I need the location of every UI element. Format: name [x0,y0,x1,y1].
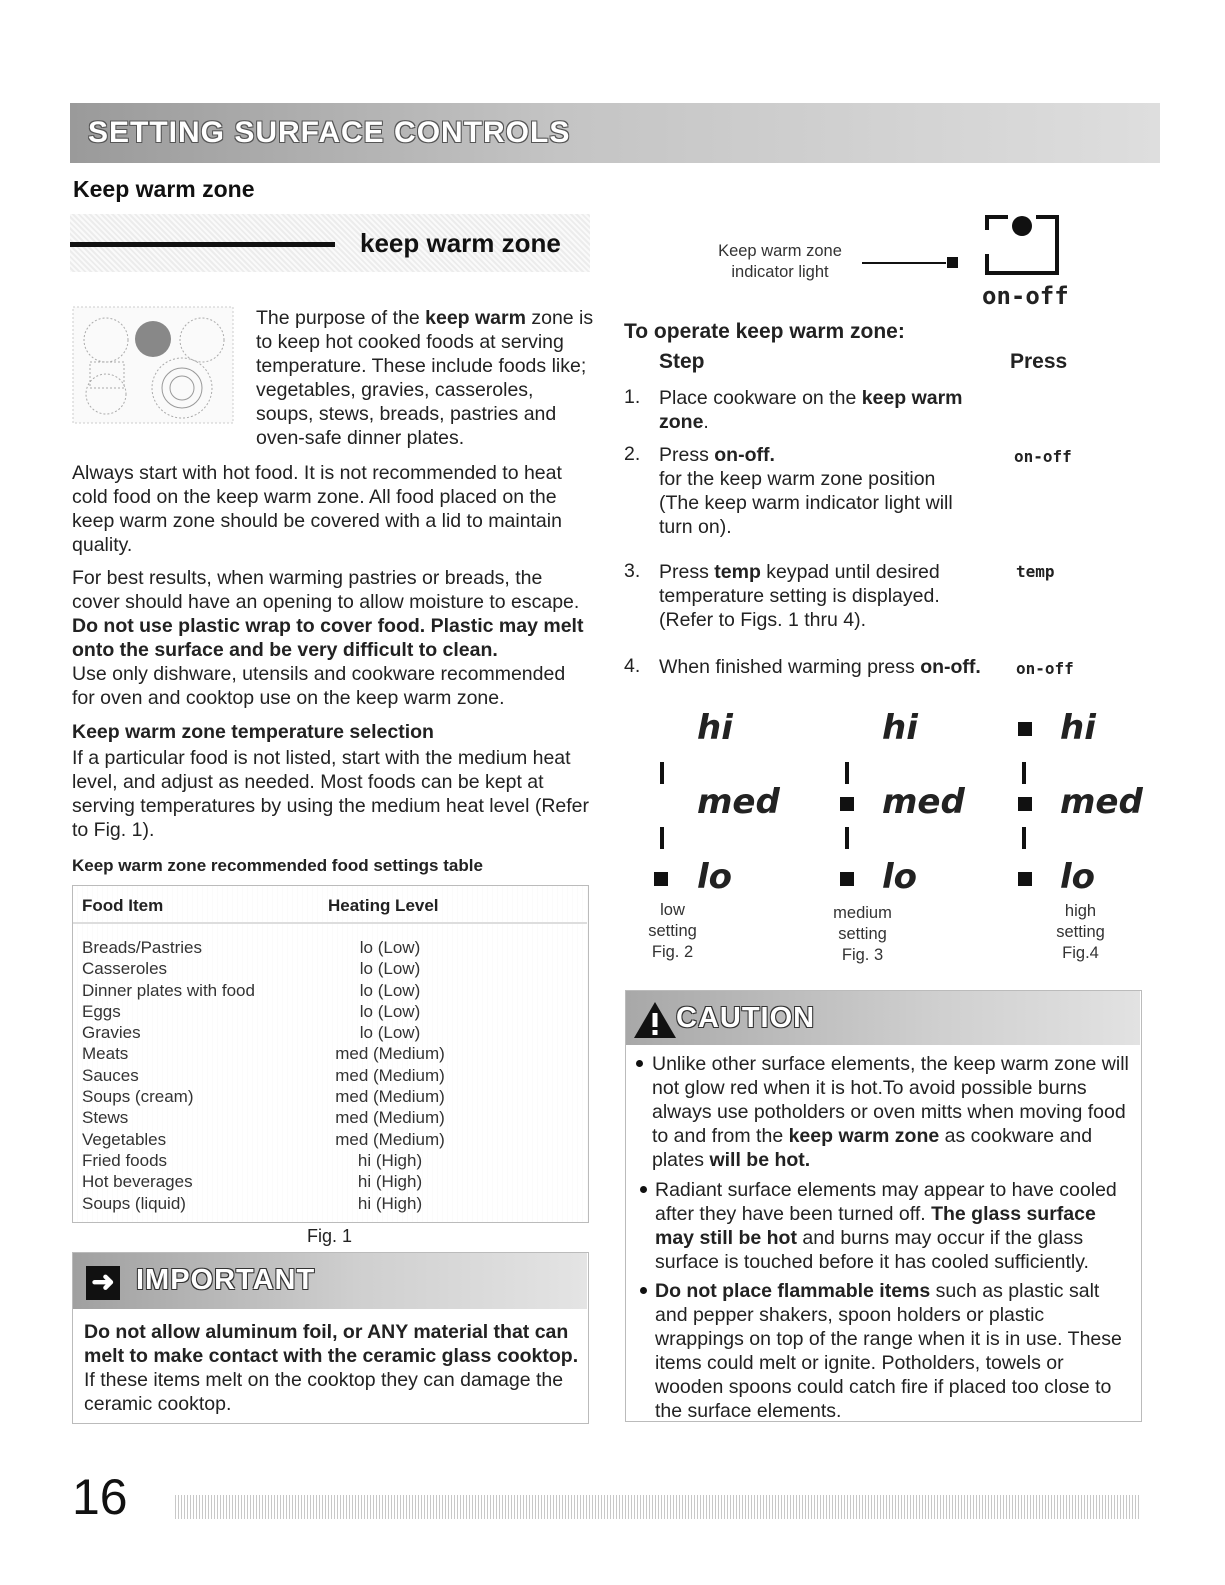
step-1-text: Place cookware on the keep warm zone. [659,387,963,433]
table-cell-food: Hot beverages [82,1172,193,1192]
temp-selection-heading: Keep warm zone temperature selection [72,721,434,743]
indicator-label: Keep warm zone indicator light [718,242,842,281]
table-cell-level: lo (Low) [359,980,421,1000]
fig3-hi-label: hi [882,708,918,748]
paragraph-best-results: For best results, when warming pastries or breads, the cover should have an opening to allow moisture to escape. Do not use plastic wrap to cover food. Plastic may melt onto the surface and be very difficult to clean. Use only dishware, utensils and cookware recommended for oven and cooktop use on the keep warm zone. [72,567,584,709]
step-number: 2. [624,443,641,465]
important-title: IMPORTANT [136,1264,316,1296]
fig3-med-indicator [840,797,854,811]
table-header-rule [73,922,587,924]
keep-warm-banner-text: keep warm zone [360,228,561,258]
caution-bullet-1: Unlike other surface elements, the keep warm zone will not glow red when it is hot.To avoid possible burns always use potholders or oven mitts when moving food to and from the keep warm zone as cookware and plates will be hot. [652,1053,1129,1171]
table-cell-level: med (Medium) [335,1108,445,1128]
step-3-text: Press temp keypad until desired temperature setting is displayed. (Refer to Figs. 1 thru 4). [659,561,940,631]
caution-title: CAUTION [676,1002,816,1034]
caution-bullet-2: Radiant surface elements may appear to have cooled after they have been turned off. The glass surface may still be hot and burns may occur if the glass surface is touched before it has cooled sufficiently. [655,1179,1117,1273]
bullet-icon [636,1060,643,1067]
table-cell-food: Casseroles [82,959,168,979]
table-cell-food: Eggs [82,1001,121,1021]
fig4-med-indicator [1018,797,1032,811]
on-off-key-icon[interactable] [984,214,1060,276]
table-cell-level: med (Medium) [335,1129,445,1149]
fig4-lo-indicator [1018,872,1032,886]
fig2-lo-indicator [654,872,668,886]
fig4-med-label: med [1060,782,1143,822]
fig3-med-label: med [882,782,965,822]
bullet-icon [640,1287,647,1294]
step-column-header: Step [659,350,705,373]
fig2-hi-label: hi [697,708,733,748]
arrow-icon: ➜ [86,1266,120,1300]
on-off-key-label[interactable]: on-off [982,282,1069,310]
table-cell-level: lo (Low) [359,938,421,957]
table-cell-level: med (Medium) [335,1065,445,1085]
press-column-header: Press [1010,350,1068,373]
table-cell-food: Fried foods [82,1150,168,1170]
caution-bullet-3: Do not place flammable items such as plastic salt and pepper shakers, spoon holders or plastic wrappings on top of the range when it is in use. These items could melt or ignite. Potholders, towels or wooden spoons could catch fire if placed too close to the surface elements. [655,1280,1122,1422]
fig3-lo-label: lo [882,857,918,897]
page-title: SETTING SURFACE CONTROLS [88,116,571,149]
indicator-light-icon [947,257,958,268]
fig2-caption: low setting Fig. 2 [648,901,697,961]
footer-bar [175,1495,1140,1519]
table-cell-level: hi (High) [357,1150,423,1170]
fig2-lo-label: lo [697,857,733,897]
bullet-icon [640,1186,647,1193]
table-cell-level: lo (Low) [359,1023,421,1043]
table-cell-level: hi (High) [357,1172,423,1192]
fig3-divider [845,762,849,784]
fig3-caption: medium setting Fig. 3 [833,904,892,964]
section-title: Keep warm zone [73,176,255,202]
table-cell-food: Vegetables [82,1129,167,1149]
table-cell-food: Stews [82,1108,129,1128]
fig3-divider [845,827,849,849]
table-cell-food: Sauces [82,1065,139,1085]
temp-selection-text: If a particular food is not listed, start with the medium heat level, and adjust as needed. Most foods can be kept at serving temperatures by using the medium heat level (Refer to Fig. 1). [72,747,589,841]
table-cell-food: Meats [82,1044,129,1064]
table-cell-food: Dinner plates with food [82,980,255,1000]
important-bold-text: Do not allow aluminum foil, or ANY material that can melt to make contact with the ceramic glass cooktop. [84,1321,579,1367]
step-number: 4. [624,655,641,677]
operate-heading: To operate keep warm zone: [624,320,905,343]
fig2-divider [660,827,664,849]
page-number: 16 [72,1469,128,1525]
food-item-column [82,937,255,1214]
table-cell-food: Gravies [82,1023,141,1043]
fig4-hi-label: hi [1060,708,1096,748]
fig4-caption: high setting Fig.4 [1056,902,1105,962]
table-cell-food: Soups (cream) [82,1087,194,1107]
table-cell-level: lo (Low) [359,1001,421,1021]
table-title: Keep warm zone recommended food settings table [72,856,483,875]
fig3-lo-indicator [840,872,854,886]
table-cell-level: med (Medium) [335,1087,445,1107]
step-number: 3. [624,560,641,582]
indicator-leader-line [862,262,946,264]
intro-paragraph: The purpose of the keep warm zone is to keep hot cooked foods at serving temperature. These include foods like; vegetables, gravies, casseroles, soups, stews, breads, pastries and oven-safe dinner plates. [256,307,594,449]
important-text: If these items melt on the cooktop they can damage the ceramic cooktop. [84,1369,564,1415]
step-4-text: When finished warming press on-off. [659,656,981,678]
step-2-press-key[interactable]: on-off [1014,447,1072,466]
table-header-food: Food Item [82,896,164,915]
fig4-hi-indicator [1018,722,1032,736]
warning-triangle-icon [632,1000,678,1040]
table-cell-level: lo (Low) [359,959,421,979]
fig2-med-label: med [697,782,780,822]
heating-level-column [322,937,458,1214]
fig4-lo-label: lo [1060,857,1096,897]
step-2-text: Press on-off. for the keep warm zone position (The keep warm indicator light will turn on). [659,444,953,538]
cooktop-diagram-icon [72,306,234,424]
fig4-divider [1022,762,1026,784]
step-number: 1. [624,386,641,408]
fig4-divider [1022,827,1026,849]
fig2-divider [660,762,664,784]
table-header-level: Heating Level [328,896,439,915]
step-4-press-key[interactable]: on-off [1016,659,1074,678]
fig1-caption: Fig. 1 [307,1226,353,1246]
table-cell-food: Soups (liquid) [82,1193,186,1213]
banner-rule [70,242,335,247]
table-cell-level: hi (High) [357,1193,423,1213]
paragraph-hot-food: Always start with hot food. It is not recommended to heat cold food on the keep warm zone. All food placed on the keep warm zone should be covered with a lid to maintain quality. [72,462,562,556]
step-3-press-key[interactable]: temp [1016,562,1055,581]
table-cell-food: Breads/Pastries [82,938,202,957]
table-cell-level: med (Medium) [335,1044,445,1064]
